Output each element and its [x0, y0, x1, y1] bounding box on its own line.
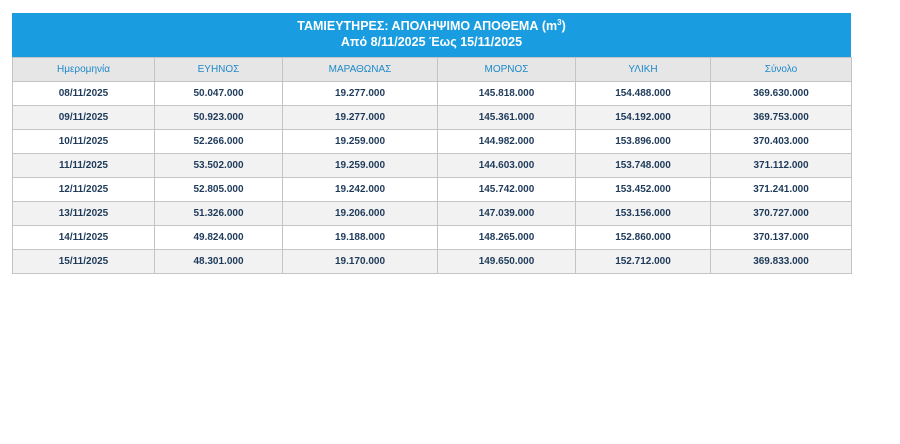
table-row	[13, 226, 852, 250]
cell-yliki: 154.192.000	[576, 106, 711, 130]
cell-date: 08/11/2025	[13, 82, 155, 106]
cell-evinos: 52.805.000	[155, 178, 283, 202]
table-subtitle: Από 8/11/2025 Έως 15/11/2025	[340, 35, 523, 49]
cell-mornos: 148.265.000	[438, 226, 576, 250]
table-row	[13, 154, 852, 178]
column-header-total: Σύνολο	[711, 58, 852, 82]
table-row	[13, 250, 852, 274]
cell-total: 370.403.000	[711, 130, 852, 154]
cell-yliki: 154.488.000	[576, 82, 711, 106]
cell-mornos: 144.603.000	[438, 154, 576, 178]
cell-evinos: 52.266.000	[155, 130, 283, 154]
cell-marathonas: 19.277.000	[283, 82, 438, 106]
column-header-mornos: ΜΟΡΝΟΣ	[438, 58, 576, 82]
table-row	[13, 106, 852, 130]
cell-evinos: 50.047.000	[155, 82, 283, 106]
cell-evinos: 53.502.000	[155, 154, 283, 178]
cell-date: 12/11/2025	[13, 178, 155, 202]
cell-total: 370.137.000	[711, 226, 852, 250]
cell-total: 371.112.000	[711, 154, 852, 178]
cell-date: 11/11/2025	[13, 154, 155, 178]
cell-evinos: 50.923.000	[155, 106, 283, 130]
cell-total: 370.727.000	[711, 202, 852, 226]
cell-marathonas: 19.206.000	[283, 202, 438, 226]
cell-mornos: 144.982.000	[438, 130, 576, 154]
reservoir-table	[12, 57, 852, 274]
cell-date: 13/11/2025	[13, 202, 155, 226]
cell-evinos: 49.824.000	[155, 226, 283, 250]
cell-marathonas: 19.242.000	[283, 178, 438, 202]
table-row	[13, 178, 852, 202]
cell-yliki: 153.156.000	[576, 202, 711, 226]
cell-mornos: 147.039.000	[438, 202, 576, 226]
cell-evinos: 51.326.000	[155, 202, 283, 226]
cell-mornos: 149.650.000	[438, 250, 576, 274]
cell-total: 371.241.000	[711, 178, 852, 202]
cell-date: 14/11/2025	[13, 226, 155, 250]
reservoir-report	[12, 13, 851, 274]
cell-mornos: 145.361.000	[438, 106, 576, 130]
cell-date: 09/11/2025	[13, 106, 155, 130]
cell-yliki: 153.896.000	[576, 130, 711, 154]
table-title	[12, 18, 851, 34]
cell-marathonas: 19.277.000	[283, 106, 438, 130]
table-row	[13, 82, 852, 106]
cell-yliki: 152.712.000	[576, 250, 711, 274]
cell-total: 369.833.000	[711, 250, 852, 274]
column-header-evinos: ΕΥΗΝΟΣ	[155, 58, 283, 82]
cell-total: 369.630.000	[711, 82, 852, 106]
cell-yliki: 153.748.000	[576, 154, 711, 178]
cell-marathonas: 19.170.000	[283, 250, 438, 274]
table-row	[13, 202, 852, 226]
cell-mornos: 145.818.000	[438, 82, 576, 106]
title-suffix: )	[561, 19, 566, 33]
cell-yliki: 153.452.000	[576, 178, 711, 202]
title-superscript: 3	[557, 17, 562, 27]
cell-marathonas: 19.188.000	[283, 226, 438, 250]
column-header-marathonas: ΜΑΡΑΘΩΝΑΣ	[283, 58, 438, 82]
table-title-bar	[12, 13, 851, 57]
column-header-date: Ημερομηνία	[13, 58, 155, 82]
table-row	[13, 130, 852, 154]
title-text: ΤΑΜΙΕΥΤΗΡΕΣ: ΑΠΟΛΗΨΙΜΟ ΑΠΟΘΕΜΑ (m	[297, 19, 558, 33]
table-body	[13, 82, 852, 274]
header-row	[13, 58, 852, 82]
cell-marathonas: 19.259.000	[283, 130, 438, 154]
cell-date: 10/11/2025	[13, 130, 155, 154]
cell-total: 369.753.000	[711, 106, 852, 130]
cell-evinos: 48.301.000	[155, 250, 283, 274]
cell-mornos: 145.742.000	[438, 178, 576, 202]
cell-yliki: 152.860.000	[576, 226, 711, 250]
column-header-yliki: ΥΛΙΚΗ	[576, 58, 711, 82]
cell-marathonas: 19.259.000	[283, 154, 438, 178]
cell-date: 15/11/2025	[13, 250, 155, 274]
